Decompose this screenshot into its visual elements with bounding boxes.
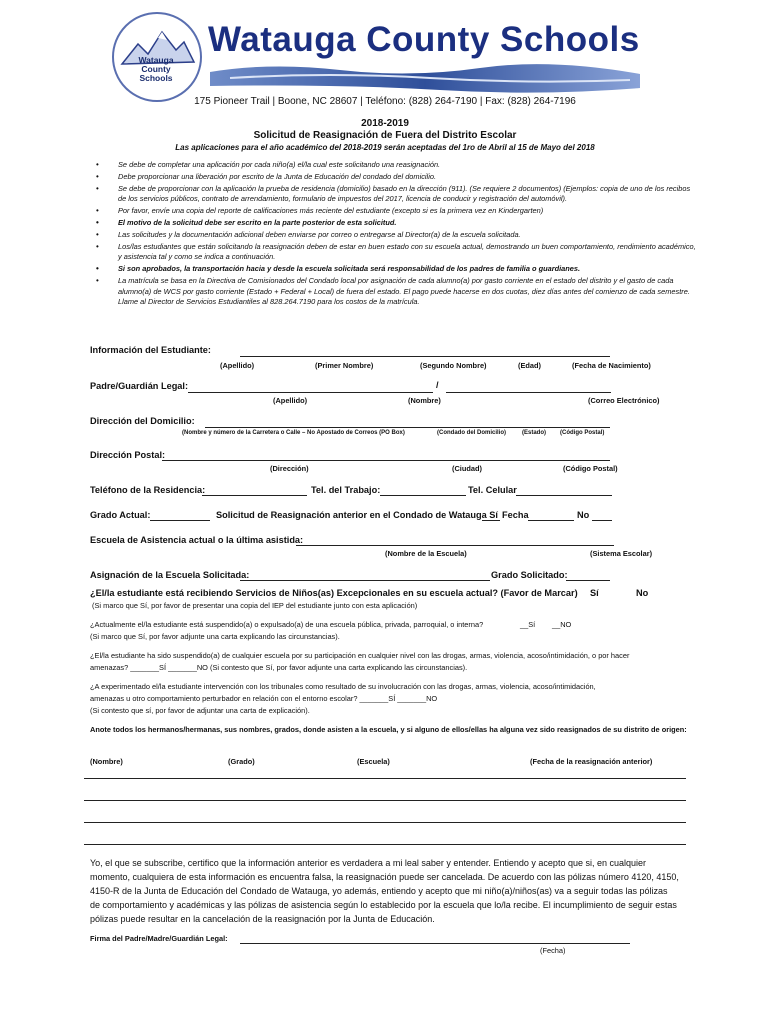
parent-email-field[interactable]: [446, 392, 611, 393]
current-school-label: Escuela de Asistencia actual o la última asistida:: [90, 535, 304, 545]
field-caption: (Estado): [522, 430, 546, 436]
court-note: (Si contesto que sí, por favor de adjuntar una carta de explicación).: [90, 706, 310, 715]
banner-title: Watauga County Schools: [208, 20, 640, 59]
prior-request-label: Solicitud de Reasignación anterior en el Condado de Watauga Sí: [216, 510, 498, 520]
sibling-col-date: (Fecha de la reasignación anterior): [530, 757, 653, 766]
requested-school-field[interactable]: [240, 580, 490, 581]
parent-label: Padre/Guardián Legal:: [90, 381, 189, 391]
banner-wave-graphic: [210, 62, 640, 96]
field-caption: (Código Postal): [560, 430, 605, 436]
form-title: Solicitud de Reasignación de Fuera del Distrito Escolar: [253, 130, 517, 141]
cell-phone-field[interactable]: [516, 495, 612, 496]
current-grade-field[interactable]: [150, 520, 210, 521]
signature-field[interactable]: [240, 943, 630, 944]
district-address: 175 Pioneer Trail | Boone, NC 28607 | Teléfono: (828) 264-7190 | Fax: (828) 264-7196: [194, 96, 576, 107]
prior-no-label: No: [577, 510, 590, 520]
certification-text: Yo, el que se subscribe, certifico que la información anterior es verdadera a mi leal saber y entender. Entiendo y acepto que si, en cualquier momento, cualquiera de esta información es encuentra falsa, la reasignación puede ser cancelada. De acuerdo con las pólizas número 4120, 4150, 4150-R de la Junta de Educación del Condado de Watauga, yo además, entiendo y acepto que mi niño(a)/niños(as) va a seguir todas las pólizas de comportamiento y académicas y las pólizas de asistencia según lo establecido por la escuela que lo/la recibe. El incumplimiento de seguir estas pólizas puede resultar en la cancelación de la reasignación por la Junta de Educación.: [90, 858, 679, 924]
drug-suspension-options[interactable]: amenazas? _______SÍ _______NO (Si contesto que Sí, por favor adjunte una carta explicando las circunstancias).: [90, 663, 468, 672]
field-caption: (Sistema Escolar): [590, 549, 653, 558]
court-options[interactable]: amenazas u otro comportamiento perturbador en relación con el entorno escolar? _______SÍ _______NO: [90, 694, 438, 703]
field-caption: (Fecha de Nacimiento): [572, 361, 651, 370]
work-phone-label: Tel. del Trabajo:: [311, 485, 381, 495]
postal-address-field[interactable]: [162, 460, 610, 461]
field-caption: (Nombre de la Escuela): [385, 549, 467, 558]
form-year: 2018-2019: [361, 118, 409, 129]
field-caption: (Primer Nombre): [315, 361, 374, 370]
suspension-question: ¿Actualmente el/la estudiante está suspendido(a) o expulsado(a) de una escuela pública, privada, parroquial, o interna?: [90, 620, 484, 629]
siblings-instructions: Anote todos los hermanos/hermanas, sus nombres, grados, donde asisten a la escuela, y si alguno de ellos/ellas ha alguna vez sido reasignados de su distrito de origen:: [90, 725, 687, 734]
requested-grade-label: Grado Solicitado:: [491, 570, 568, 580]
field-caption: (Apellido): [220, 361, 255, 370]
home-phone-label: Teléfono de la Residencia:: [90, 485, 206, 495]
field-caption: (Código Postal): [563, 464, 618, 473]
list-item: • El motivo de la solicitud debe ser escrito en la parte posterior de esta solicitud.: [118, 218, 698, 229]
sibling-col-school: (Escuela): [357, 757, 390, 766]
suspension-note: (Si marco que Sí, por favor adjunte una carta explicando las circunstancias).: [90, 632, 340, 641]
list-item: • Los/las estudiantes que están solicitando la reasignación deben de estar en buen estado con su escuela actual, demostrando un buen comportamiento, rendimiento académico, y asistencia tal y como se indica a continuación.: [118, 242, 698, 263]
signature-label: Firma del Padre/Madre/Guardián Legal:: [90, 934, 228, 943]
list-item: • La matrícula se basa en la Directiva de Comisionados del Condado local por asignación de cada alumno(a) por gasto corriente en el estado del distrito y el gasto de cada alumno(a) de WCS por gasto corriente (Estado + Federal + Local) de fuera del estado. El pago puede hacerse en dos cuotas, diez días antes del comienzo de cada semestre. Llame al Director de Servicios Estudiantiles al 828.264.7190 para los costos de la matrícula.: [118, 276, 698, 308]
drug-suspension-question: ¿El/la estudiante ha sido suspendido(a) de cualquier escuela por su participación en cualquier nivel con las drogas, armas, violencia, acoso/intimidación, o por hacer: [90, 651, 630, 660]
signature-date-caption: (Fecha): [540, 946, 566, 955]
list-item: • Las solicitudes y la documentación adicional deben enviarse por correo o entregarse al Director(a) de la escuela solicitada.: [118, 230, 698, 241]
home-address-field[interactable]: [205, 427, 610, 428]
home-address-label: Dirección del Domicilio:: [90, 416, 195, 426]
sibling-row-line[interactable]: [84, 800, 686, 801]
current-grade-label: Grado Actual:: [90, 510, 151, 520]
requested-school-label: Asignación de la Escuela Solicitada:: [90, 570, 250, 580]
suspension-no-option[interactable]: __NO: [552, 620, 572, 629]
special-no-option[interactable]: No: [636, 588, 649, 598]
field-caption: (Nombre y número de la Carretera o Calle – No Apostado de Correos (PO Box): [182, 430, 405, 436]
special-services-question: ¿El/la estudiante está recibiendo Servicios de Niños(as) Excepcionales en su escuela actual? (Favor de Marcar): [90, 588, 578, 598]
field-caption: (Edad): [518, 361, 541, 370]
list-item: • Se debe de completar una aplicación por cada niño(a) el/la cual este solicitando una reasignación.: [118, 160, 698, 171]
list-item: • Si son aprobados, la transportación hacia y desde la escuela solicitada será responsabilidad de los padres de familia o guardianes.: [118, 264, 698, 275]
work-phone-field[interactable]: [380, 495, 466, 496]
requested-grade-field[interactable]: [566, 580, 610, 581]
list-item: • Se debe de proporcionar con la aplicación la prueba de residencia (domicilio) basado en la dirección (911). (Se requiere 2 documentos) (Ejemplos: copia de uno de los recibos de los servicios públicos, contrato de arrendamiento, formulario de impuestos del 2017, licencia de conducir y registración del automóvil).: [118, 184, 698, 205]
sibling-row-line[interactable]: [84, 778, 686, 779]
instruction-list: [118, 160, 698, 309]
field-caption: (Dirección): [270, 464, 309, 473]
student-info-label: Información del Estudiante:: [90, 345, 211, 355]
sibling-row-line[interactable]: [84, 844, 686, 845]
separator-slash: /: [436, 380, 439, 390]
current-school-field[interactable]: [296, 545, 614, 546]
field-caption: (Ciudad): [452, 464, 482, 473]
cell-phone-label: Tel. Celular: [468, 485, 517, 495]
field-caption: (Segundo Nombre): [420, 361, 487, 370]
sibling-row-line[interactable]: [84, 822, 686, 823]
student-info-field[interactable]: [240, 356, 610, 357]
list-item: • Debe proporcionar una liberación por escrito de la Junta de Educación del condado del domicilio.: [118, 172, 698, 183]
sibling-col-grade: (Grado): [228, 757, 255, 766]
list-item: • Por favor, envíe una copia del reporte de calificaciones más reciente del estudiante (excepto si es la primera vez en Kindergarten): [118, 206, 698, 217]
field-caption: (Condado del Domicilio): [437, 430, 506, 436]
sibling-col-name: (Nombre): [90, 757, 123, 766]
form-subtitle: Las aplicaciones para el año académico del 2018-2019 serán aceptadas del 1ro de Abril al 15 de Mayo del 2018: [175, 143, 595, 152]
suspension-yes-option[interactable]: __Sí: [520, 620, 536, 629]
prior-date-label: Fecha: [502, 510, 529, 520]
logo-text: Watauga County Schools: [138, 55, 174, 83]
field-caption: (Apellido): [273, 396, 308, 405]
special-services-note: (Si marco que Sí, por favor de presentar una copia del IEP del estudiante junto con esta aplicación): [92, 601, 418, 610]
parent-name-field[interactable]: [188, 392, 433, 393]
prior-no-field[interactable]: [592, 520, 612, 521]
court-question: ¿A experimentado el/la estudiante intervención con los tribunales como resultado de su involucración con las drogas, armas, violencia, acoso/intimidación,: [90, 682, 596, 691]
postal-address-label: Dirección Postal:: [90, 450, 166, 460]
prior-date-field[interactable]: [528, 520, 574, 521]
field-caption: (Correo Electrónico): [588, 396, 660, 405]
prior-yes-field[interactable]: [482, 520, 500, 521]
special-yes-option[interactable]: Sí: [590, 588, 599, 598]
home-phone-field[interactable]: [202, 495, 307, 496]
field-caption: (Nombre): [408, 396, 441, 405]
